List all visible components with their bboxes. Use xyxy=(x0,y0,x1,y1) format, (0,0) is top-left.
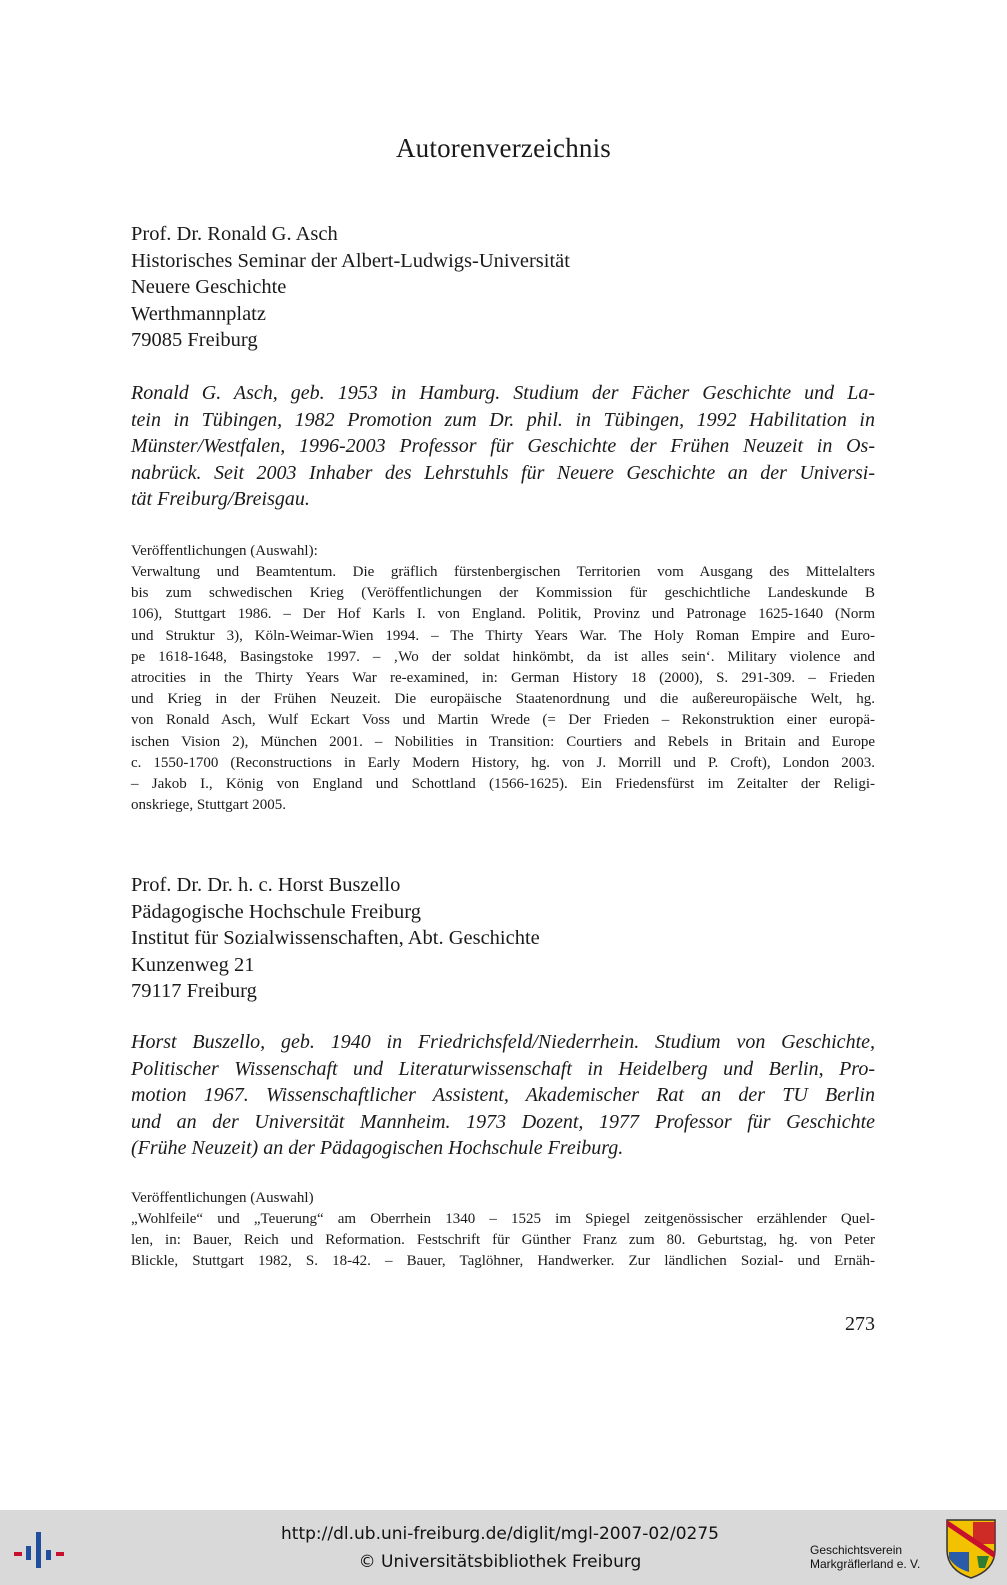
society-name-line2: Markgräflerland e. V. xyxy=(810,1557,921,1571)
publication-line: onskriege, Stuttgart 2005. xyxy=(131,797,286,814)
address-line: Kunzenweg 21 xyxy=(131,953,255,976)
page-number: 273 xyxy=(845,1313,875,1335)
author-name: Prof. Dr. Dr. h. c. Horst Buszello xyxy=(131,874,401,896)
publication-line: und Struktur 3), Köln-Weimar-Wien 1994. – The Thirty Years War. The Holy Roman Empire and Euro- xyxy=(131,627,875,644)
publication-line: Blickle, Stuttgart 1982, S. 18-42. – Bauer, Taglöhner, Handwerker. Zur ländlichen Sozial- und Ernäh- xyxy=(131,1253,875,1270)
publications-heading-asch: Veröffentlichungen (Auswahl): xyxy=(131,543,318,559)
address-line: 79117 Freiburg xyxy=(131,980,257,1002)
bio-line: Horst Buszello, geb. 1940 in Friedrichsfeld/Niederrhein. Studium von Geschichte, xyxy=(131,1031,875,1053)
copyright-notice: © Universitätsbibliothek Freiburg xyxy=(358,1552,642,1572)
publication-line: atrocities in the Thirty Years War re-examined, in: German History 18 (2000), S. 291-309. – Frieden xyxy=(131,670,875,687)
page-title: Autorenverzeichnis xyxy=(395,133,611,163)
publication-line: pe 1618-1648, Basingstoke 1997. – ‚Wo der soldat hinkömbt, da ist alles sein‘. Military violence and xyxy=(131,648,875,665)
address-line: Historisches Seminar der Albert-Ludwigs-Universität xyxy=(131,249,570,272)
publications-heading-buszello: Veröffentlichungen (Auswahl) xyxy=(131,1190,314,1206)
society-name xyxy=(810,1543,950,1571)
bio-line: nabrück. Seit 2003 Inhaber des Lehrstuhls für Neuere Geschichte an der Universi- xyxy=(131,461,875,484)
bio-line: motion 1967. Wissenschaftlicher Assistent, Akademischer Rat an der TU Berlin xyxy=(131,1084,875,1107)
publication-line: „Wohlfeile“ und „Teuerung“ am Oberrhein 1340 – 1525 im Spiegel zeitgenössischer erzählender Quel- xyxy=(131,1211,875,1227)
author-address-asch xyxy=(131,221,891,354)
address-line: Pädagogische Hochschule Freiburg xyxy=(131,900,421,923)
coat-of-arms-icon xyxy=(945,1518,997,1580)
publication-line: len, in: Bauer, Reich und Reformation. Festschrift für Günther Franz zum 80. Geburtstag, hg. von Peter xyxy=(131,1232,875,1249)
society-name-line1: Geschichtsverein xyxy=(810,1543,903,1557)
publication-line: ischen Vision 2), München 2001. – Nobilities in Transition: Courtiers and Rebels in Britain and Europe xyxy=(131,733,875,750)
bio-line: tein in Tübingen, 1982 Promotion zum Dr. phil. in Tübingen, 1992 Habilitation in xyxy=(131,408,875,431)
address-line: Institut für Sozialwissenschaften, Abt. Geschichte xyxy=(131,927,540,949)
bio-line: tät Freiburg/Breisgau. xyxy=(131,488,310,511)
bio-line: Politischer Wissenschaft und Literaturwissenschaft in Heidelberg und Berlin, Pro- xyxy=(131,1057,875,1080)
publication-line: – Jakob I., König von England und Schottland (1566-1625). Ein Friedensfürst im Zeitalter der Religi- xyxy=(131,776,875,793)
bio-line: (Frühe Neuzeit) an der Pädagogischen Hochschule Freiburg. xyxy=(131,1137,624,1160)
publications-list-buszello xyxy=(131,1209,875,1273)
publication-line: bis zum schwedischen Krieg (Veröffentlichungen der Kommission für geschichtliche Landeskunde B xyxy=(131,585,875,602)
publications-list-asch xyxy=(131,562,875,816)
publication-line: Verwaltung und Beamtentum. Die gräflich fürstenbergischen Territorien vom Ausgang des Mittelalters xyxy=(131,564,875,580)
publication-line: 106), Stuttgart 1986. – Der Hof Karls I. von England. Politik, Provinz und Patronage 1625-1640 (Norm xyxy=(131,606,875,623)
viewer-footer xyxy=(0,1510,1007,1585)
bio-line: Münster/Westfalen, 1996-2003 Professor für Geschichte der Frühen Neuzeit in Os- xyxy=(131,435,875,458)
document-url-link[interactable]: http://dl.ub.uni-freiburg.de/diglit/mgl-2007-02/0275 xyxy=(281,1524,719,1544)
bio-line: Ronald G. Asch, geb. 1953 in Hamburg. Studium der Fächer Geschichte und La- xyxy=(131,382,875,404)
address-line: Werthmannplatz xyxy=(131,302,266,325)
address-line: Neuere Geschichte xyxy=(131,276,287,298)
bio-line: und an der Universität Mannheim. 1973 Dozent, 1977 Professor für Geschichte xyxy=(131,1110,875,1133)
publication-line: von Ronald Asch, Wulf Eckart Voss und Martin Wrede (= Der Frieden – Rekonstruktion einer europä- xyxy=(131,712,875,729)
university-library-logo-icon xyxy=(12,1528,70,1572)
address-line: 79085 Freiburg xyxy=(131,329,258,351)
publication-line: c. 1550-1700 (Reconstructions in Early Modern History, hg. von J. Morrill und P. Croft), London 2003. xyxy=(131,754,875,771)
author-name: Prof. Dr. Ronald G. Asch xyxy=(131,223,338,245)
author-bio-buszello xyxy=(131,1029,875,1162)
author-bio-asch xyxy=(131,380,875,513)
author-address-buszello xyxy=(131,872,891,1005)
publication-line: und Krieg in der Frühen Neuzeit. Die europäische Staatenordnung und die außereuropäische Welt, hg. xyxy=(131,691,875,708)
